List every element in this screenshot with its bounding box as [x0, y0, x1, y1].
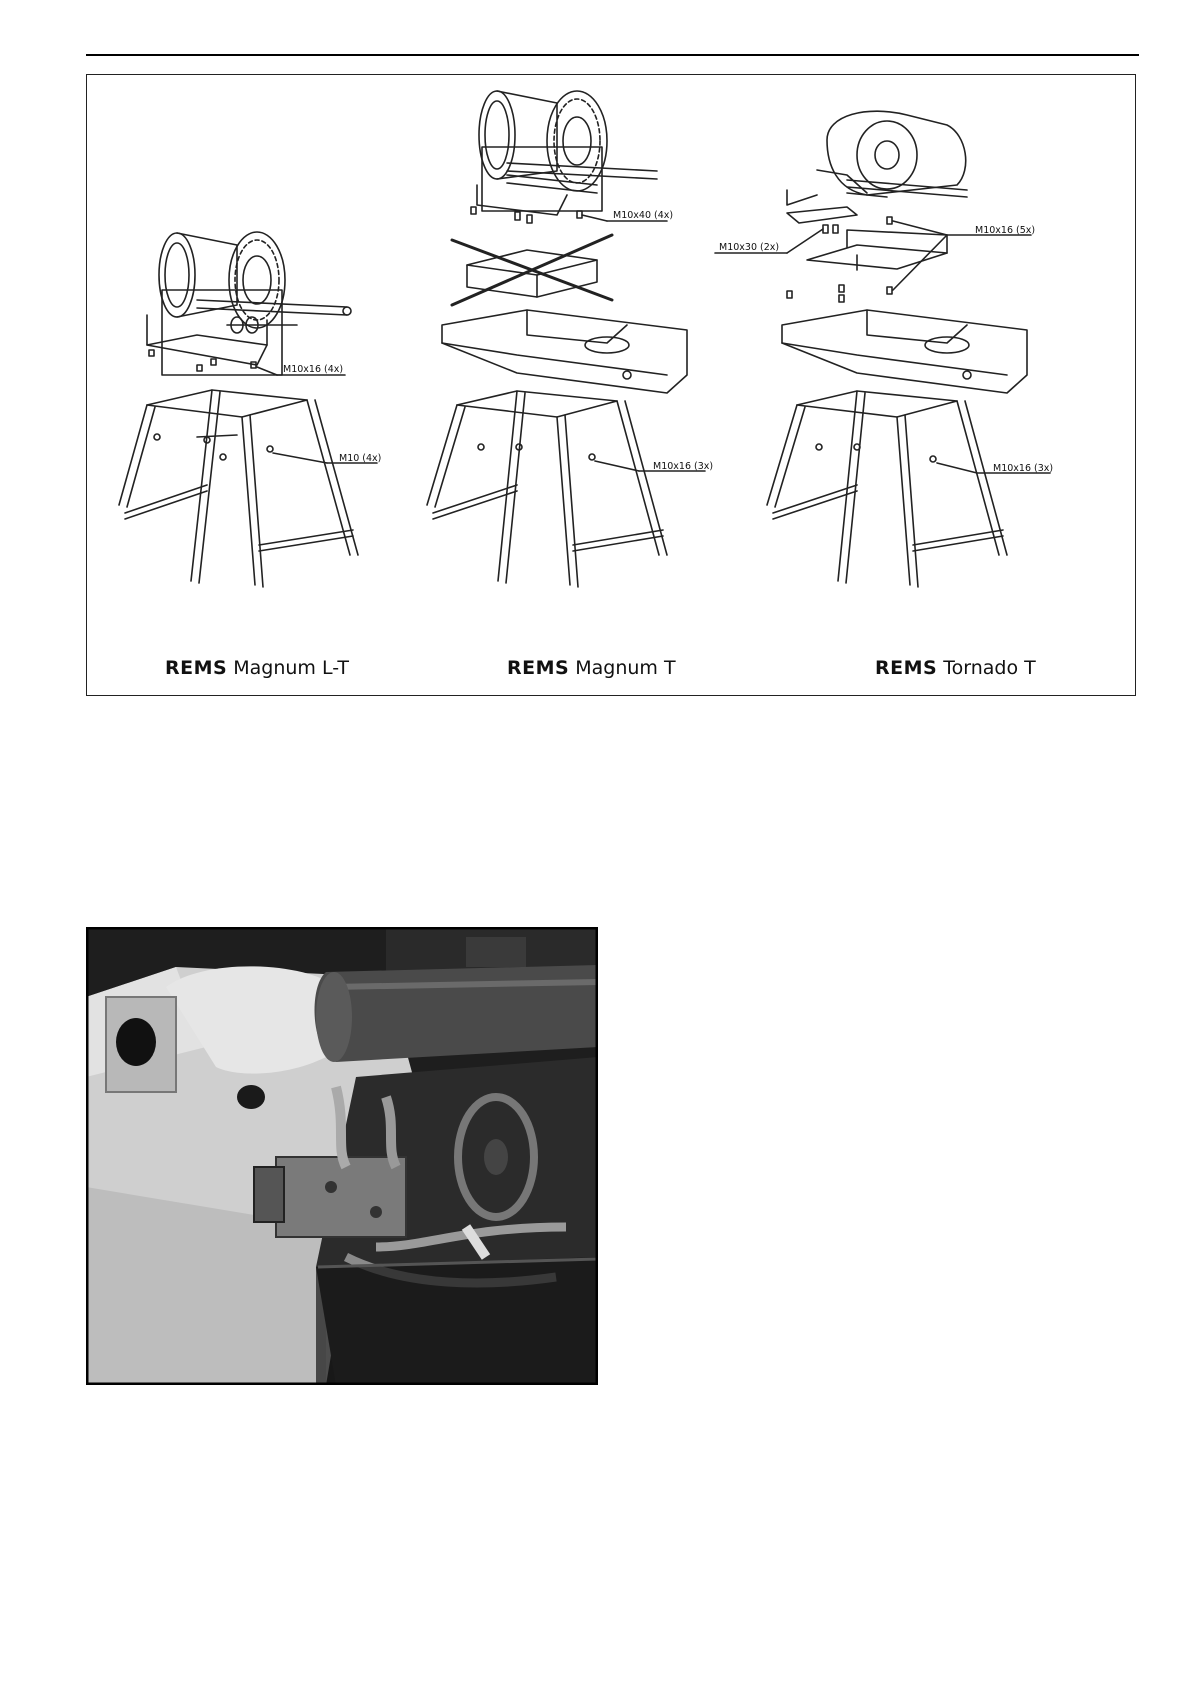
panel-magnum-t-drawing [427, 91, 705, 587]
header-rule [86, 54, 1139, 56]
caption-brand: REMS [875, 657, 938, 679]
callout-tornado-t-1: M10x30 (2x) [719, 242, 780, 253]
caption-model: Magnum T [575, 657, 676, 679]
caption-brand: REMS [165, 657, 228, 679]
panel-tornado-t-drawing [715, 111, 1050, 587]
assembly-drawing [87, 75, 1137, 697]
assembly-figure [86, 74, 1136, 696]
panel-magnum-lt-drawing [119, 232, 377, 587]
machine-valve-photo [86, 927, 598, 1385]
photo-illustration [86, 927, 598, 1385]
caption-magnum-lt [165, 657, 349, 679]
callout-magnum-lt-1: M10x16 (4x) [283, 364, 344, 375]
caption-model: Tornado T [943, 657, 1036, 679]
callout-magnum-lt-2: M10 (4x) [339, 453, 382, 464]
callout-magnum-t-1: M10x40 (4x) [613, 210, 674, 221]
caption-brand: REMS [507, 657, 570, 679]
callout-tornado-t-2: M10x16 (5x) [975, 225, 1036, 236]
caption-tornado-t [875, 657, 1036, 679]
callout-tornado-t-3: M10x16 (3x) [993, 463, 1054, 474]
caption-magnum-t [507, 657, 676, 679]
caption-model: Magnum L-T [233, 657, 349, 679]
callout-magnum-t-2: M10x16 (3x) [653, 461, 714, 472]
